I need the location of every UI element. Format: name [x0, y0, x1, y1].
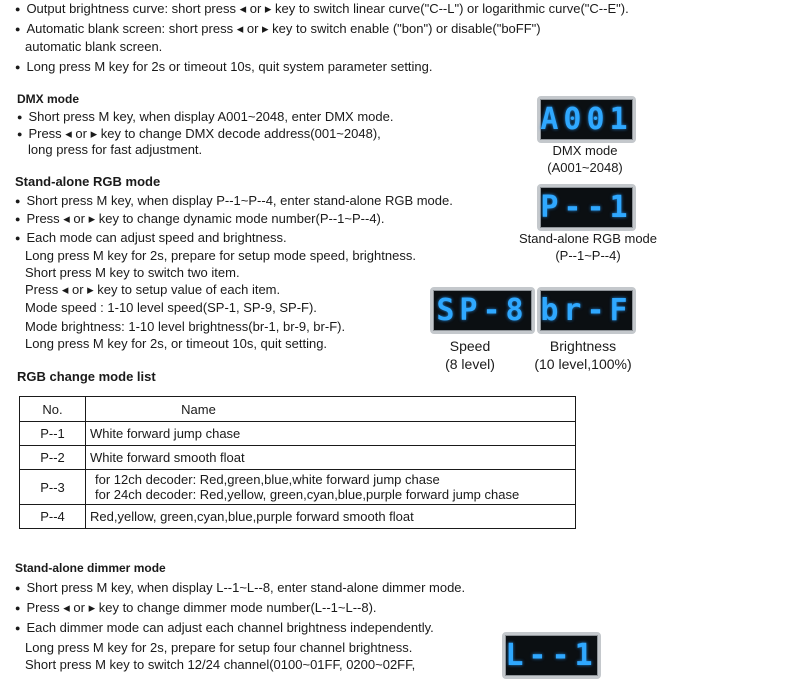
text-rgb-speed: Mode speed : 1-10 level speed(SP-1, SP-9, SP-F).	[25, 300, 317, 315]
text-dimmer-change: ● Press ◂ or ▸ key to change dimmer mode number(L--1~L--8).	[15, 600, 377, 617]
table-row	[20, 422, 576, 446]
lcd-display-dimmer: L--1	[502, 632, 601, 679]
text-rgb-adjust: ● Each mode can adjust speed and brightness.	[15, 230, 287, 247]
heading-rgb-change-list: RGB change mode list	[17, 369, 156, 384]
table-cell-name: Red,yellow, green,cyan,blue,purple forward smooth float	[86, 505, 576, 529]
table-cell-no: P--1	[20, 422, 86, 446]
rgb-mode-table	[19, 396, 576, 529]
text-dmx-address: ● Press ◂ or ▸ key to change DMX decode address(001~2048),	[17, 126, 381, 143]
text-dimmer-switch: Short press M key to switch 12/24 channel(0100~01FF, 0200~02FF,	[25, 657, 416, 672]
caption-rgb-mode	[508, 230, 668, 264]
text-rgb-quit: Long press M key for 2s, or timeout 10s, quit setting.	[25, 336, 328, 351]
table-cell-no: P--2	[20, 446, 86, 470]
text-dmx-fast: long press for fast adjustment.	[28, 142, 203, 157]
caption-dmx-mode	[535, 142, 635, 176]
text-rgb-switch: Short press M key to switch two item.	[25, 265, 240, 280]
table-header-row	[20, 397, 576, 422]
col-header-name-label: Name	[181, 401, 216, 417]
lcd-display-brightness: br-F	[537, 287, 636, 334]
text-rgb-enter: ● Short press M key, when display P--1~P--4, enter stand-alone RGB mode.	[15, 193, 453, 210]
caption-speed-title: Speed	[449, 338, 491, 354]
text-blank-screen: ● Automatic blank screen: short press ◂ or ▸ key to switch enable ("bon") or disable("boFF")	[15, 21, 541, 38]
col-header-no: No.	[20, 397, 86, 422]
caption-rgb-range: (P--1~P--4)	[555, 248, 621, 263]
caption-rgb-title: Stand-alone RGB mode	[518, 231, 658, 246]
caption-brightness	[527, 337, 639, 373]
caption-speed-level: (8 level)	[445, 356, 495, 372]
text-dimmer-long-press: Long press M key for 2s, prepare for setup four channel brightness.	[25, 640, 413, 655]
text-brightness-curve: ● Output brightness curve: short press ◂ or ▸ key to switch linear curve("C--L") or logarithmic curve("C--E").	[15, 1, 629, 18]
table-cell-name-line2: for 24ch decoder: Red,yellow, green,cyan,blue,purple forward jump chase	[95, 487, 520, 502]
text-rgb-long-press: Long press M key for 2s, prepare for setup mode speed, brightness.	[25, 248, 416, 263]
text-rgb-brightness: Mode brightness: 1-10 level brightness(br-1, br-9, br-F).	[25, 319, 346, 334]
caption-brightness-title: Brightness	[549, 338, 617, 354]
table-cell-name: White forward jump chase	[86, 422, 576, 446]
table-cell-name	[86, 470, 576, 505]
table-cell-name-line1: for 12ch decoder: Red,green,blue,white forward jump chase	[95, 472, 440, 487]
col-header-name	[86, 397, 576, 422]
text-dmx-enter: ● Short press M key, when display A001~2048, enter DMX mode.	[17, 109, 393, 126]
caption-speed	[430, 337, 510, 373]
lcd-display-speed: SP-8	[430, 287, 535, 334]
text-rgb-setup: Press ◂ or ▸ key to setup value of each item.	[25, 282, 281, 297]
lcd-display-dmx: A001	[537, 96, 636, 143]
table-row	[20, 446, 576, 470]
table-cell-name: White forward smooth float	[86, 446, 576, 470]
table-row	[20, 470, 576, 505]
lcd-display-rgb: P--1	[537, 184, 636, 231]
caption-dmx-title: DMX mode	[552, 143, 618, 158]
table-row	[20, 505, 576, 529]
heading-rgb-mode: Stand-alone RGB mode	[15, 174, 161, 189]
text-blank-screen-cont: automatic blank screen.	[25, 39, 163, 54]
heading-dmx-mode: DMX mode	[17, 92, 80, 106]
text-quit-system: ● Long press M key for 2s or timeout 10s, quit system parameter setting.	[15, 59, 433, 76]
text-rgb-change: ● Press ◂ or ▸ key to change dynamic mode number(P--1~P--4).	[15, 211, 385, 228]
caption-dmx-range: (A001~2048)	[547, 160, 623, 175]
text-dimmer-adjust: ● Each dimmer mode can adjust each channel brightness independently.	[15, 620, 434, 637]
caption-brightness-level: (10 level,100%)	[534, 356, 632, 372]
table-cell-no: P--4	[20, 505, 86, 529]
heading-dimmer-mode: Stand-alone dimmer mode	[15, 561, 166, 575]
table-cell-no: P--3	[20, 470, 86, 505]
text-dimmer-enter: ● Short press M key, when display L--1~L--8, enter stand-alone dimmer mode.	[15, 580, 465, 597]
